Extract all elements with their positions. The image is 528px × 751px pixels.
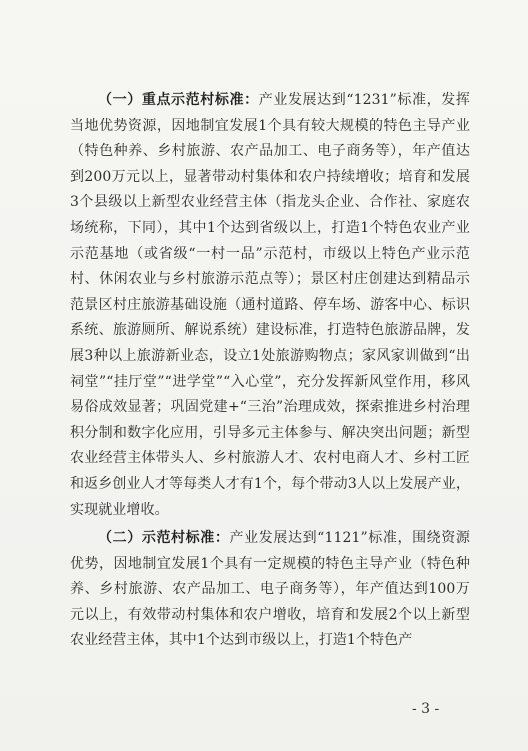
paragraph-demo-village-standard [70, 526, 470, 654]
page-number: - 3 - [412, 701, 440, 717]
section-heading-key-demo-village: （一）重点示范村标准： [98, 92, 259, 108]
paragraph-key-demo-village-standard [70, 88, 470, 523]
section-heading-demo-village: （二）示范村标准： [98, 530, 230, 547]
paragraph-text: 产业发展达到“1121”标准，围绕资源优势，因地制宜发展1个具有一定规模的特色主导产业（特色种养、乡村旅游、农产品加工、电子商务等），年产值达到100万元以上，有效带动村集体和农户增收，培育和发展2个以上新型农业经营主体，其中1个达到市级以上，打造1个特色产 [70, 530, 471, 649]
paragraph-text: 产业发展达到“1231”标准，发挥当地优势资源，因地制宜发展1个具有较大规模的特色主导产业（特色种养、乡村旅游、农产品加工、电子商务等），年产值达到200万元以上，显著带动村集体和农户持续增收；培育和发展3个县级以上新型农业经营主体（指龙头企业、合作社、家庭农场统称，下同），其中1个达到省级以上，打造1个特色农业产业示范基地（或省级“一村一品”示范村，市级以上特色产业示范村、休闲农业与乡村旅游示范点等）；景区村庄创建达到精品示范景区村庄旅游基础设施（通村道路、停车场、游客中心、标识系统、旅游厕所、解说系统）建设标准，打造特色旅游品牌，发展3种以上旅游新业态，设立1处旅游购物点；家风家训做到“出祠堂”“挂厅堂”“进学堂”“入心堂”，充分发挥新风堂作用，移风易俗成效显著；巩固党建+“三治”治理成效，探索推进乡村治理积分制和数字化应用，引导多元主体参与、解决突出问题；新型农业经营主体带头人、乡村旅游人才、农村电商人才、乡村工匠和返乡创业人才等每类人才有1个，每个带动3人以上发展产业，实现就业增收。 [70, 92, 470, 518]
document-body [70, 88, 470, 654]
